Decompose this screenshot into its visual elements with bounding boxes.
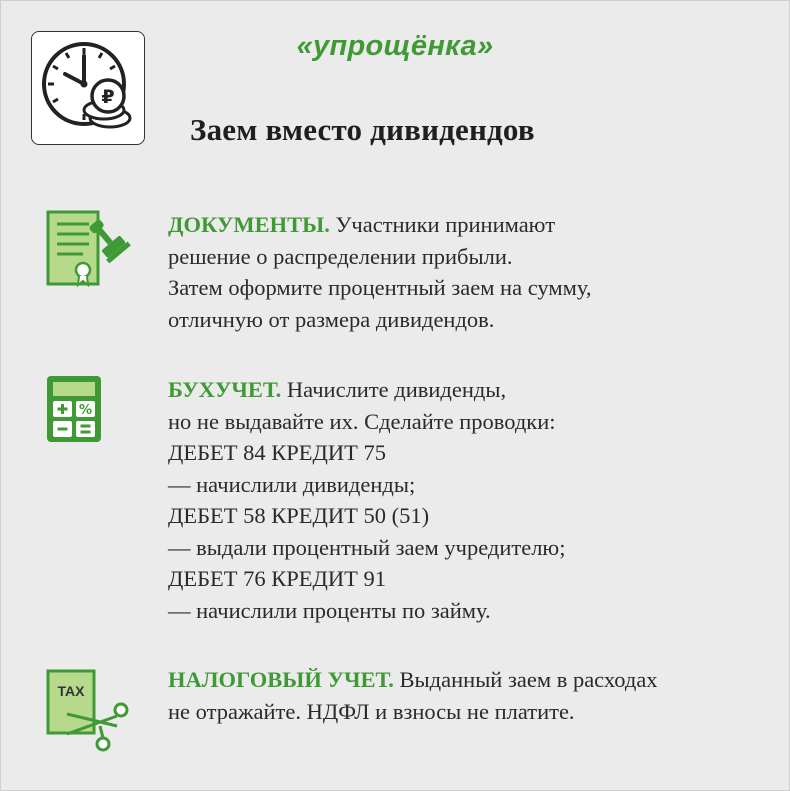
text-line: решение о распределении прибыли. bbox=[168, 243, 513, 269]
documents-lead: Участники принимают bbox=[329, 212, 556, 237]
text-line: — начислили проценты по займу. bbox=[168, 597, 491, 623]
text-line: но не выдавайте их. Сделайте проводки: bbox=[168, 408, 556, 434]
accounting-lead: Начислите дивиденды, bbox=[281, 377, 507, 402]
documents-text bbox=[168, 209, 768, 335]
svg-text:%: % bbox=[78, 403, 93, 418]
tax-lead: Выданный заем в расходах bbox=[393, 667, 658, 692]
tax-heading: НАЛОГОВЫЙ УЧЕТ. bbox=[168, 667, 394, 692]
text-line: ДЕБЕТ 84 КРЕДИТ 75 bbox=[168, 440, 386, 465]
page-title: Заем вместо дивидендов bbox=[190, 112, 535, 147]
tax-label: TAX bbox=[57, 683, 85, 699]
text-line: Затем оформите процентный заем на сумму, bbox=[168, 275, 592, 300]
tax-text bbox=[168, 664, 768, 727]
text-line: — выдали процентный заем учредителю; bbox=[168, 534, 566, 560]
text-line: — начислили дивиденды; bbox=[168, 471, 416, 497]
document-stamp-icon bbox=[45, 210, 135, 290]
text-line: не отражайте. НДФЛ и взносы не платите. bbox=[168, 698, 575, 724]
accounting-text bbox=[168, 374, 768, 626]
tax-scissors-icon bbox=[45, 668, 135, 758]
accounting-heading: БУХУЧЕТ. bbox=[168, 377, 282, 402]
brand-label: «упрощёнка» bbox=[296, 30, 494, 62]
text-line: ДЕБЕТ 58 КРЕДИТ 50 (51) bbox=[168, 503, 430, 528]
text-line: ДЕБЕТ 76 КРЕДИТ 91 bbox=[168, 566, 386, 591]
text-line: отличную от размера дивидендов. bbox=[168, 306, 495, 332]
documents-heading: ДОКУМЕНТЫ. bbox=[168, 212, 330, 237]
svg-text:₽: ₽ bbox=[101, 86, 115, 108]
calculator-icon bbox=[47, 376, 101, 442]
